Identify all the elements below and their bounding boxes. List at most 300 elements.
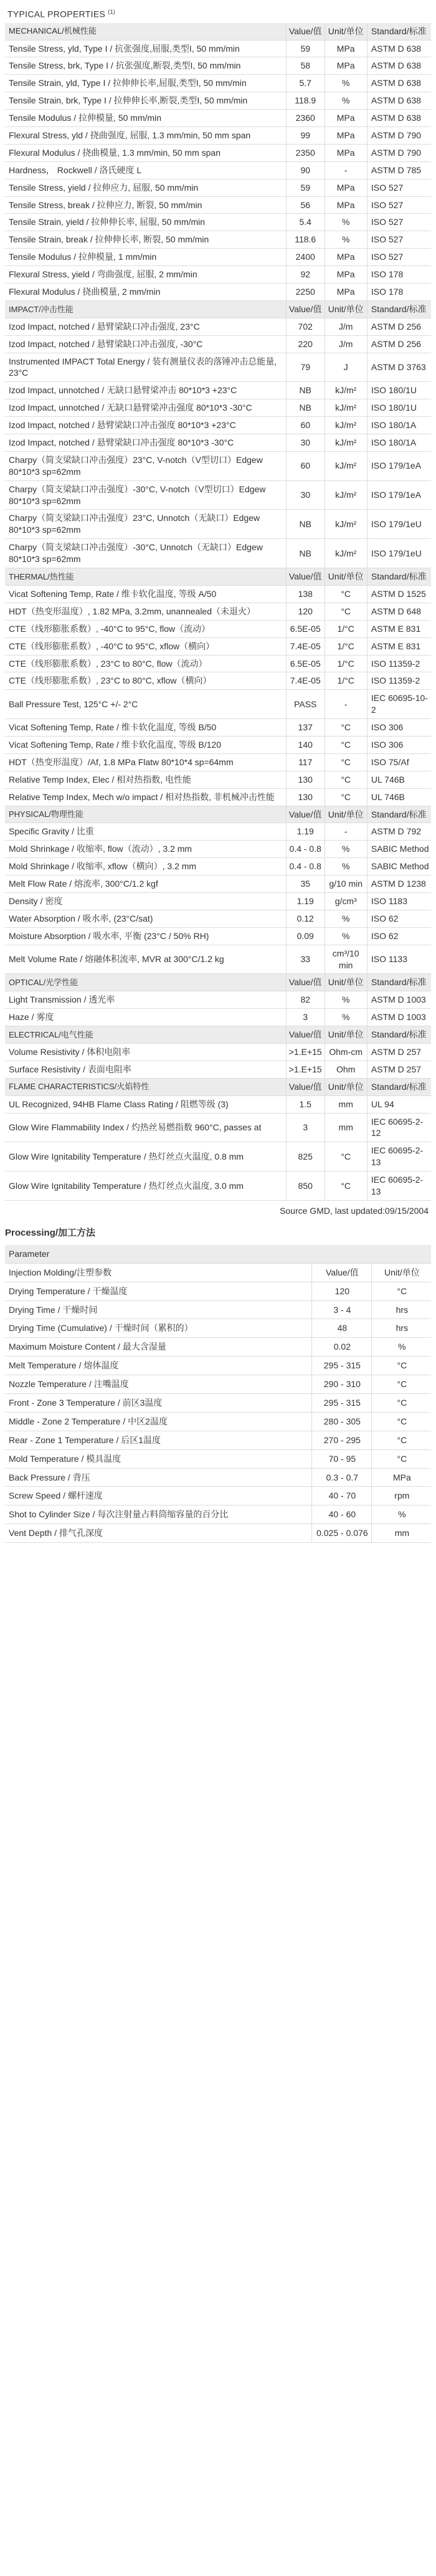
property-name: Glow Wire Ignitability Temperature / 热灯丝点火温度, 3.0 mm [5, 1171, 286, 1201]
property-unit: °C [325, 788, 367, 806]
property-unit: °C [325, 1142, 367, 1171]
parameter-header: Parameter [5, 1245, 431, 1263]
section-header-row [5, 974, 431, 991]
property-row [5, 690, 431, 719]
property-unit: °C [325, 753, 367, 771]
properties-table [5, 23, 431, 1201]
section-name: THERMAL/热性能 [5, 568, 286, 586]
property-row [5, 1171, 431, 1201]
property-standard: ISO 62 [367, 927, 431, 945]
processing-parameter: Mold Temperature / 模具温度 [5, 1449, 311, 1468]
section-header-row [5, 23, 431, 40]
property-unit: g/cm³ [325, 892, 367, 910]
processing-value: 290 - 310 [311, 1375, 371, 1394]
property-unit: MPa [325, 144, 367, 161]
processing-parameter: Screw Speed / 螺杆速度 [5, 1487, 311, 1505]
property-standard: ISO 179/1eU [367, 539, 431, 568]
property-name: Vicat Softening Temp, Rate / 维卡软化温度, 等级 B/120 [5, 736, 286, 753]
property-unit: MPa [325, 127, 367, 145]
property-standard: ISO 306 [367, 719, 431, 737]
property-name: CTE（线形膨胀系数）, 23°C to 80°C, flow（流动） [5, 655, 286, 672]
property-row [5, 1061, 431, 1078]
property-value: 2350 [286, 144, 325, 161]
processing-row [5, 1282, 431, 1300]
property-row [5, 672, 431, 690]
property-unit: MPa [325, 179, 367, 196]
property-value: 99 [286, 127, 325, 145]
property-unit: kJ/m² [325, 451, 367, 480]
property-value: 5.4 [286, 214, 325, 231]
property-unit: 1/°C [325, 620, 367, 637]
property-row [5, 991, 431, 1009]
property-standard: ASTM D 638 [367, 92, 431, 110]
value-header: Value/值 [286, 300, 325, 318]
property-row [5, 110, 431, 127]
property-name: Charpy（简支梁缺口冲击强度）-30°C, Unnotch（无缺口）Edgew 80*10*3 sp=62mm [5, 539, 286, 568]
property-row [5, 753, 431, 771]
processing-parameter: Drying Time (Cumulative) / 干燥时间（累积的） [5, 1319, 311, 1338]
typical-properties-title [5, 6, 431, 23]
property-name: Tensile Stress, break / 拉伸应力, 断裂, 50 mm/min [5, 196, 286, 214]
property-name: Hardness， Rockwell / 洛氏硬度 L [5, 161, 286, 179]
processing-parameter: Rear - Zone 1 Temperature / 后区1温度 [5, 1431, 311, 1449]
property-name: Tensile Strain, break / 拉伸伸长率, 断裂, 50 mm/min [5, 231, 286, 249]
property-standard: IEC 60695-2-12 [367, 1113, 431, 1142]
property-row [5, 214, 431, 231]
processing-unit-header: Unit/单位 [371, 1263, 431, 1282]
property-row [5, 179, 431, 196]
property-row [5, 1043, 431, 1061]
property-value: 33 [286, 945, 325, 974]
property-unit: cm³/10 min [325, 945, 367, 974]
processing-row [5, 1468, 431, 1487]
section-name: FLAME CHARACTERISTICS/火焰特性 [5, 1078, 286, 1095]
processing-column-header-row [5, 1263, 431, 1282]
property-row [5, 875, 431, 893]
property-unit: % [325, 910, 367, 927]
processing-unit: °C [371, 1431, 431, 1449]
property-unit: °C [325, 736, 367, 753]
processing-parameter: Maximum Moisture Content / 最大含湿量 [5, 1338, 311, 1357]
processing-parameter: Back Pressure / 背压 [5, 1468, 311, 1487]
property-standard: ISO 179/1eU [367, 510, 431, 539]
property-value: 118.9 [286, 92, 325, 110]
processing-row [5, 1357, 431, 1375]
processing-value: 40 - 70 [311, 1487, 371, 1505]
property-value: 58 [286, 57, 325, 75]
property-unit: % [325, 841, 367, 858]
property-row [5, 434, 431, 452]
section-name: IMPACT/冲击性能 [5, 300, 286, 318]
processing-parameter: Front - Zone 3 Temperature / 前区3温度 [5, 1394, 311, 1413]
section-header-row [5, 1078, 431, 1095]
property-value: 1.19 [286, 823, 325, 841]
property-unit: MPa [325, 284, 367, 301]
property-value: NB [286, 539, 325, 568]
processing-parameter-header-row [5, 1245, 431, 1263]
processing-unit: °C [371, 1282, 431, 1300]
processing-row [5, 1394, 431, 1413]
property-unit: 1/°C [325, 637, 367, 655]
property-unit: kJ/m² [325, 417, 367, 434]
property-name: Haze / 雾度 [5, 1009, 286, 1026]
unit-header: Unit/单位 [325, 300, 367, 318]
property-row [5, 382, 431, 399]
property-standard: ISO 11359-2 [367, 655, 431, 672]
unit-header: Unit/单位 [325, 1078, 367, 1095]
property-value: 220 [286, 335, 325, 353]
section-header-row [5, 806, 431, 823]
processing-value-header: Value/值 [311, 1263, 371, 1282]
property-unit: MPa [325, 110, 367, 127]
property-name: Specific Gravity / 比重 [5, 823, 286, 841]
section-name: ELECTRICAL/电气性能 [5, 1026, 286, 1044]
property-row [5, 823, 431, 841]
processing-unit: °C [371, 1449, 431, 1468]
value-header: Value/值 [286, 23, 325, 40]
property-row [5, 399, 431, 417]
processing-row [5, 1431, 431, 1449]
property-name: Moisture Absorption / 吸水率, 平衡 (23°C / 50% RH) [5, 927, 286, 945]
property-row [5, 1009, 431, 1026]
processing-value: 0.02 [311, 1338, 371, 1357]
property-standard: ASTM D 1003 [367, 1009, 431, 1026]
property-unit: mm [325, 1095, 367, 1113]
property-standard: ASTM D 790 [367, 127, 431, 145]
property-unit: Ohm [325, 1061, 367, 1078]
property-unit: % [325, 927, 367, 945]
property-row [5, 335, 431, 353]
property-row [5, 451, 431, 480]
value-header: Value/值 [286, 1078, 325, 1095]
processing-parameter: Nozzle Temperature / 注嘴温度 [5, 1375, 311, 1394]
property-standard: ASTM D 1525 [367, 585, 431, 603]
property-value: 3 [286, 1009, 325, 1026]
property-row [5, 196, 431, 214]
property-unit: g/10 min [325, 875, 367, 893]
property-value: 140 [286, 736, 325, 753]
value-header: Value/值 [286, 806, 325, 823]
processing-row [5, 1300, 431, 1319]
standard-header: Standard/标准 [367, 806, 431, 823]
property-unit: - [325, 690, 367, 719]
processing-unit: % [371, 1338, 431, 1357]
processing-heading: Processing/加工方法 [5, 1227, 96, 1238]
property-row [5, 40, 431, 57]
processing-value: 48 [311, 1319, 371, 1338]
property-row [5, 945, 431, 974]
processing-row [5, 1412, 431, 1431]
processing-parameter: Middle - Zone 2 Temperature / 中区2温度 [5, 1412, 311, 1431]
processing-value: 120 [311, 1282, 371, 1300]
processing-value: 40 - 60 [311, 1505, 371, 1524]
property-unit: % [325, 991, 367, 1009]
property-unit: kJ/m² [325, 399, 367, 417]
property-row [5, 927, 431, 945]
property-name: HDT（热变形温度）/Af, 1.8 MPa Flatw 80*10*4 sp=64mm [5, 753, 286, 771]
property-unit: % [325, 858, 367, 875]
processing-row [5, 1338, 431, 1357]
property-name: Izod Impact, notched / 悬臂梁缺口冲击强度, -30°C [5, 335, 286, 353]
unit-header: Unit/单位 [325, 1026, 367, 1044]
property-standard: SABIC Method [367, 841, 431, 858]
property-unit: °C [325, 1171, 367, 1201]
title-footnote: (1) [108, 9, 116, 15]
value-header: Value/值 [286, 568, 325, 586]
processing-value: 280 - 305 [311, 1412, 371, 1431]
property-standard: ISO 527 [367, 196, 431, 214]
property-name: Melt Volume Rate / 熔融体积流率, MVR at 300°C/1.2 kg [5, 945, 286, 974]
property-row [5, 161, 431, 179]
property-value: >1.E+15 [286, 1061, 325, 1078]
property-row [5, 1113, 431, 1142]
processing-unit: rpm [371, 1487, 431, 1505]
property-value: 825 [286, 1142, 325, 1171]
standard-header: Standard/标准 [367, 974, 431, 991]
property-standard: UL 94 [367, 1095, 431, 1113]
property-unit: MPa [325, 40, 367, 57]
property-unit: mm [325, 1113, 367, 1142]
property-value: 6.5E-05 [286, 620, 325, 637]
property-row [5, 75, 431, 92]
property-value: 117 [286, 753, 325, 771]
property-name: Charpy（简支梁缺口冲击强度）23°C, V-notch（V型切口）Edgew 80*10*3 sp=62mm [5, 451, 286, 480]
property-unit: J/m [325, 335, 367, 353]
property-row [5, 719, 431, 737]
property-value: 1.5 [286, 1095, 325, 1113]
property-name: Mold Shrinkage / 收缩率, flow（流动）, 3.2 mm [5, 841, 286, 858]
property-row [5, 231, 431, 249]
processing-unit: °C [371, 1357, 431, 1375]
property-value: NB [286, 382, 325, 399]
property-standard: ISO 180/1A [367, 417, 431, 434]
property-name: Mold Shrinkage / 收缩率, xflow（横向）, 3.2 mm [5, 858, 286, 875]
property-standard: IEC 60695-10-2 [367, 690, 431, 719]
section-header-row [5, 568, 431, 586]
property-value: 1.19 [286, 892, 325, 910]
property-standard: SABIC Method [367, 858, 431, 875]
processing-unit: °C [371, 1394, 431, 1413]
property-unit: MPa [325, 266, 367, 284]
processing-row [5, 1319, 431, 1338]
property-name: Tensile Modulus / 拉伸模量, 50 mm/min [5, 110, 286, 127]
processing-parameter: Melt Temperature / 熔体温度 [5, 1357, 311, 1375]
processing-row [5, 1449, 431, 1468]
property-row [5, 266, 431, 284]
property-row [5, 510, 431, 539]
property-value: 82 [286, 991, 325, 1009]
processing-row [5, 1524, 431, 1543]
property-standard: ASTM D 638 [367, 57, 431, 75]
section-name: PHYSICAL/物理性能 [5, 806, 286, 823]
property-standard: ISO 1133 [367, 945, 431, 974]
property-value: 30 [286, 434, 325, 452]
property-row [5, 910, 431, 927]
processing-value: 3 - 4 [311, 1300, 371, 1319]
property-unit: MPa [325, 249, 367, 266]
property-row [5, 858, 431, 875]
property-name: Tensile Stress, yld, Type I / 抗张强度,屈服,类型I, 50 mm/min [5, 40, 286, 57]
title-text: TYPICAL PROPERTIES [7, 9, 106, 19]
property-name: UL Recognized, 94HB Flame Class Rating / 阻燃等级 (3) [5, 1095, 286, 1113]
property-unit: kJ/m² [325, 382, 367, 399]
property-standard: ASTM D 790 [367, 144, 431, 161]
processing-unit: % [371, 1505, 431, 1524]
property-value: PASS [286, 690, 325, 719]
property-standard: ASTM D 638 [367, 75, 431, 92]
standard-header: Standard/标准 [367, 300, 431, 318]
unit-header: Unit/单位 [325, 974, 367, 991]
property-name: Water Absorption / 吸水率, (23°C/sat) [5, 910, 286, 927]
standard-header: Standard/标准 [367, 1078, 431, 1095]
value-header: Value/值 [286, 974, 325, 991]
property-name: Tensile Stress, yield / 拉伸应力, 屈服, 50 mm/min [5, 179, 286, 196]
property-name: Izod Impact, notched / 悬臂梁缺口冲击强度 80*10*3 -30°C [5, 434, 286, 452]
property-unit: J/m [325, 318, 367, 335]
property-standard: ASTM D 648 [367, 603, 431, 620]
property-value: 0.4 - 0.8 [286, 858, 325, 875]
property-value: 56 [286, 196, 325, 214]
property-standard: ISO 527 [367, 249, 431, 266]
processing-unit: hrs [371, 1319, 431, 1338]
processing-unit: mm [371, 1524, 431, 1543]
property-name: Tensile Modulus / 拉伸模量, 1 mm/min [5, 249, 286, 266]
property-standard: ISO 11359-2 [367, 672, 431, 690]
property-standard: ISO 527 [367, 214, 431, 231]
property-unit: MPa [325, 196, 367, 214]
property-unit: °C [325, 603, 367, 620]
property-name: Vicat Softening Temp, Rate / 维卡软化温度, 等级 A/50 [5, 585, 286, 603]
property-value: 92 [286, 266, 325, 284]
unit-header: Unit/单位 [325, 806, 367, 823]
property-value: 79 [286, 353, 325, 382]
property-unit: °C [325, 771, 367, 788]
property-value: 850 [286, 1171, 325, 1201]
property-row [5, 585, 431, 603]
property-standard: ASTM D 638 [367, 110, 431, 127]
property-standard: UL 746B [367, 788, 431, 806]
property-name: Tensile Strain, brk, Type I / 拉伸伸长率,断裂,类型I, 50 mm/min [5, 92, 286, 110]
property-row [5, 892, 431, 910]
property-unit: °C [325, 585, 367, 603]
property-value: NB [286, 510, 325, 539]
property-unit: % [325, 231, 367, 249]
property-row [5, 249, 431, 266]
property-value: 5.7 [286, 75, 325, 92]
property-name: Izod Impact, unnotched / 无缺口悬臂梁冲击强度 80*10*3 -30°C [5, 399, 286, 417]
processing-row [5, 1375, 431, 1394]
property-unit: 1/°C [325, 655, 367, 672]
property-standard: ASTM D 638 [367, 40, 431, 57]
property-standard: ASTM D 257 [367, 1061, 431, 1078]
processing-value: 270 - 295 [311, 1431, 371, 1449]
property-value: 2250 [286, 284, 325, 301]
injection-molding-header: Injection Molding/注塑参数 [5, 1263, 311, 1282]
property-row [5, 655, 431, 672]
property-standard: ISO 1183 [367, 892, 431, 910]
property-name: Charpy（简支梁缺口冲击强度）-30°C, V-notch（V型切口）Edgew 80*10*3 sp=62mm [5, 480, 286, 510]
processing-unit: °C [371, 1412, 431, 1431]
property-value: 702 [286, 318, 325, 335]
property-name: Tensile Strain, yield / 拉伸伸长率, 屈服, 50 mm/min [5, 214, 286, 231]
property-name: Vicat Softening Temp, Rate / 维卡软化温度, 等级 B/50 [5, 719, 286, 737]
property-standard: IEC 60695-2-13 [367, 1171, 431, 1201]
property-standard: ISO 180/1U [367, 399, 431, 417]
processing-table [5, 1245, 431, 1543]
processing-value: 0.3 - 0.7 [311, 1468, 371, 1487]
property-standard: ASTM D 785 [367, 161, 431, 179]
property-name: Flexural Modulus / 挠曲模量, 1.3 mm/min, 50 mm span [5, 144, 286, 161]
processing-value: 295 - 315 [311, 1357, 371, 1375]
property-unit: MPa [325, 57, 367, 75]
property-value: 90 [286, 161, 325, 179]
processing-parameter: Shot to Cylinder Size / 每次注射量占料筒缩容量的百分比 [5, 1505, 311, 1524]
property-value: 60 [286, 451, 325, 480]
property-name: Flexural Modulus / 挠曲模量, 2 mm/min [5, 284, 286, 301]
standard-header: Standard/标准 [367, 568, 431, 586]
property-standard: ISO 306 [367, 736, 431, 753]
property-standard: ASTM D 3763 [367, 353, 431, 382]
property-unit: % [325, 214, 367, 231]
property-row [5, 637, 431, 655]
property-name: Volume Resistivity / 体积电阻率 [5, 1043, 286, 1061]
processing-value: 0.025 - 0.076 [311, 1524, 371, 1543]
property-standard: ASTM E 831 [367, 620, 431, 637]
section-header-row [5, 300, 431, 318]
property-name: Light Transmission / 透光率 [5, 991, 286, 1009]
property-unit: 1/°C [325, 672, 367, 690]
property-standard: ISO 62 [367, 910, 431, 927]
property-row [5, 127, 431, 145]
property-name: Glow Wire Ignitability Temperature / 热灯丝点火温度, 0.8 mm [5, 1142, 286, 1171]
property-name: CTE（线形膨胀系数）, -40°C to 95°C, xflow（横向） [5, 637, 286, 655]
property-name: Surface Resistivity / 表面电阻率 [5, 1061, 286, 1078]
property-row [5, 417, 431, 434]
value-header: Value/值 [286, 1026, 325, 1044]
property-row [5, 841, 431, 858]
property-unit: - [325, 823, 367, 841]
property-standard: ISO 527 [367, 179, 431, 196]
property-name: Tensile Stress, brk, Type I / 抗张强度,断裂,类型I, 50 mm/min [5, 57, 286, 75]
property-row [5, 353, 431, 382]
property-unit: - [325, 161, 367, 179]
property-value: 59 [286, 40, 325, 57]
property-name: Relative Temp Index, Elec / 相对热指数, 电性能 [5, 771, 286, 788]
property-name: Ball Pressure Test, 125°C +/- 2°C [5, 690, 286, 719]
property-row [5, 144, 431, 161]
property-row [5, 539, 431, 568]
standard-header: Standard/标准 [367, 1026, 431, 1044]
property-unit: kJ/m² [325, 434, 367, 452]
property-value: 6.5E-05 [286, 655, 325, 672]
processing-parameter: Vent Depth / 排气孔深度 [5, 1524, 311, 1543]
property-unit: % [325, 75, 367, 92]
property-standard: UL 746B [367, 771, 431, 788]
property-name: Flexural Stress, yld / 挠曲强度, 屈服, 1.3 mm/min, 50 mm span [5, 127, 286, 145]
property-unit: kJ/m² [325, 539, 367, 568]
property-unit: % [325, 92, 367, 110]
processing-row [5, 1487, 431, 1505]
property-name: Charpy（简支梁缺口冲击强度）23°C, Unnotch（无缺口）Edgew 80*10*3 sp=62mm [5, 510, 286, 539]
property-name: Flexural Stress, yield / 弯曲强度, 屈服, 2 mm/min [5, 266, 286, 284]
processing-parameter: Drying Time / 干燥时间 [5, 1300, 311, 1319]
property-name: Izod Impact, notched / 悬臂梁缺口冲击强度, 23°C [5, 318, 286, 335]
property-value: 7.4E-05 [286, 637, 325, 655]
property-value: 0.09 [286, 927, 325, 945]
property-row [5, 480, 431, 510]
property-standard: ASTM D 1003 [367, 991, 431, 1009]
property-name: HDT（热变形温度）, 1.82 MPa, 3.2mm, unannealed（未退火） [5, 603, 286, 620]
